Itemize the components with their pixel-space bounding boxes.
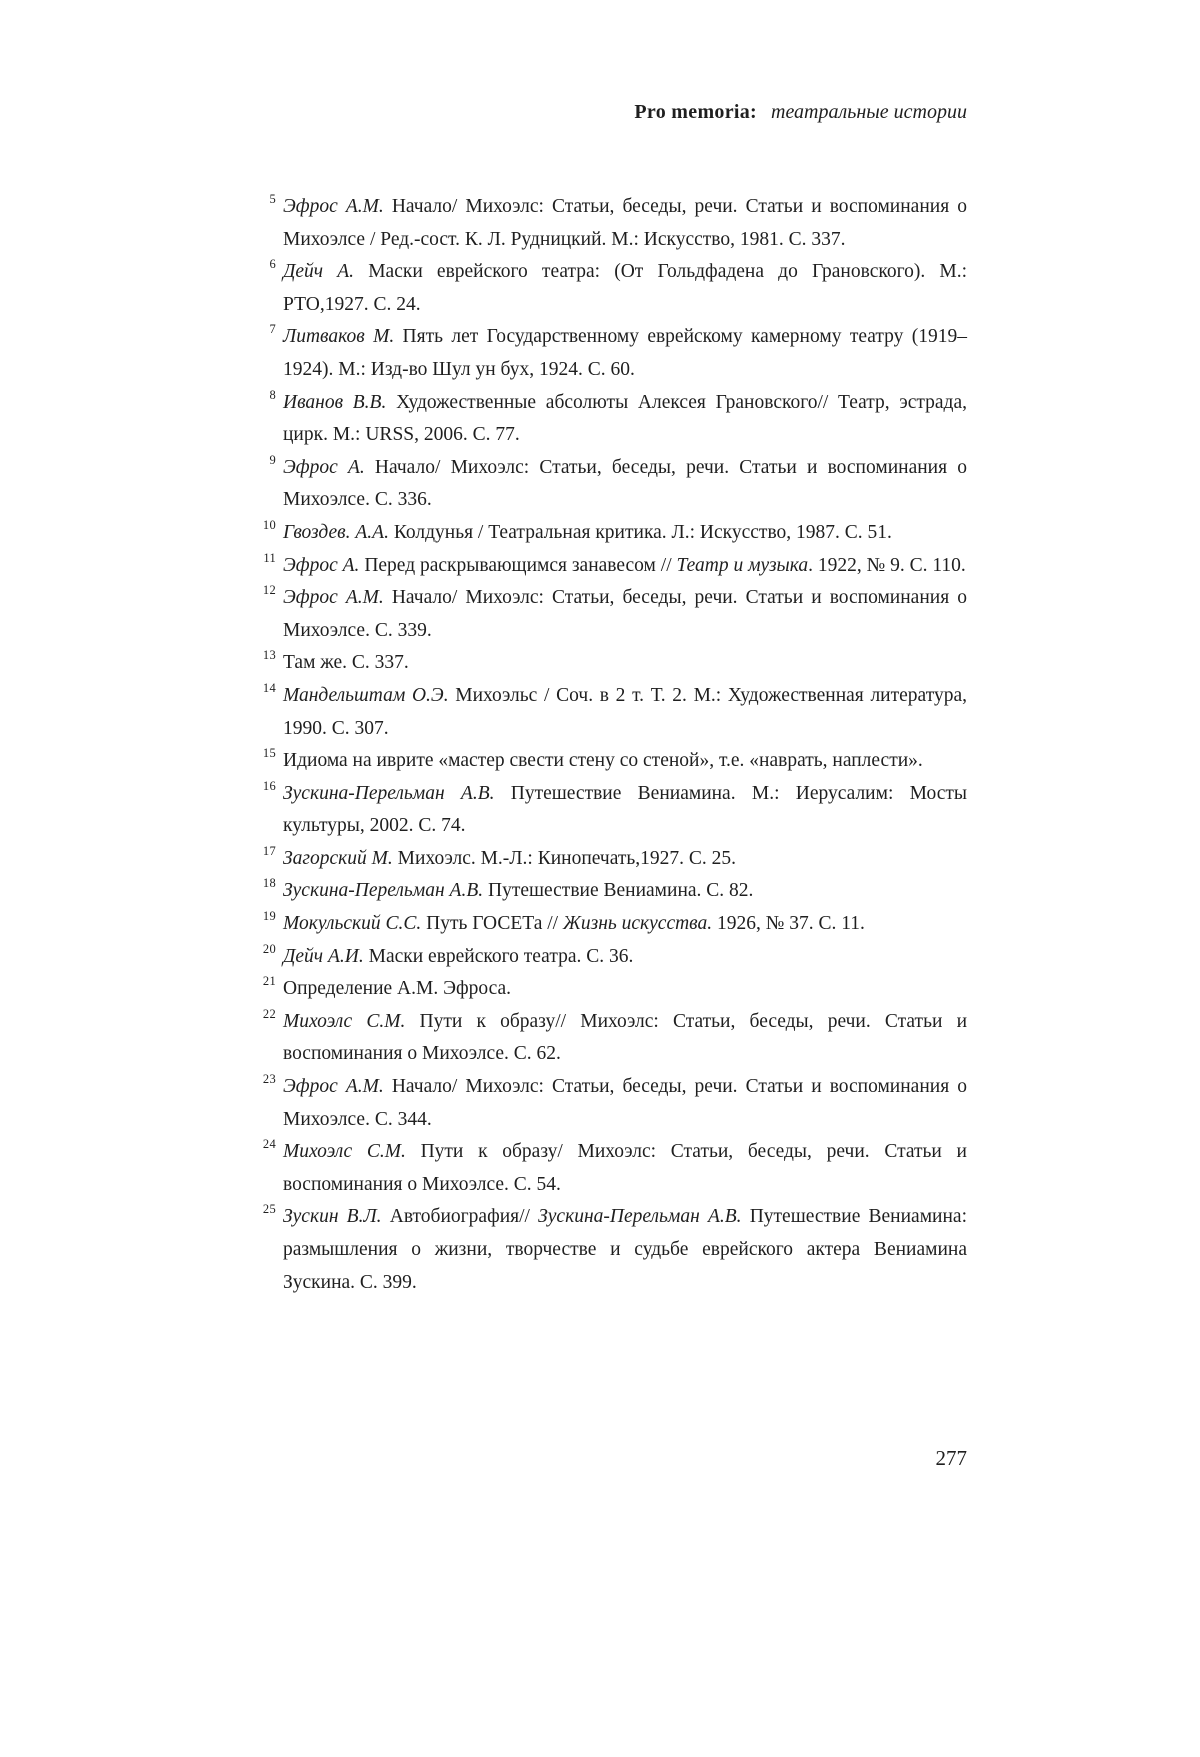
footnote-number: 19 [262, 909, 276, 924]
footnote-item [262, 680, 967, 745]
footnote-author: Михоэлс С.М. [283, 1141, 406, 1163]
footnote-author: Зускина-Перельман А.В. [283, 880, 484, 902]
footnote-author: Эфрос А.М. [283, 196, 384, 217]
footnote-number: 25 [262, 1202, 276, 1217]
footnote-item [269, 387, 967, 452]
footnote-item [262, 1071, 967, 1136]
footnote-item [262, 778, 967, 843]
header-series-title: Pro memoria: [634, 101, 757, 123]
footnote-item [269, 452, 967, 517]
footnote-text: Начало/ Михоэлс: Статьи, беседы, речи. Статьи и воспоминания о Михоэлсе. С. 339. [283, 587, 967, 641]
footnote-author: Загорский М. [283, 847, 393, 869]
footnote-item [262, 1006, 968, 1071]
footnote-author: Дейч А. [283, 261, 355, 283]
footnote-item [262, 908, 967, 941]
footnote-number: 23 [262, 1072, 276, 1087]
footnote-number: 16 [262, 778, 276, 793]
footnote-author: Зускина-Перельман А.В. [538, 1206, 742, 1228]
footnote-number: 7 [269, 322, 276, 337]
footnote-text: . 1922, № 9. С. 110. [808, 554, 966, 576]
footnote-author: Мокульский С.С. [283, 913, 422, 935]
footnote-text: Определение А.М. Эфроса. [283, 978, 511, 1000]
footnote-text: Путешествие Вениамина. С. 82. [483, 880, 754, 902]
footnote-item [269, 321, 967, 386]
footnote-author: Иванов В.В. [283, 391, 387, 413]
footnote-author: Эфрос А. [283, 554, 360, 576]
footnote-author: Эфрос А. [283, 456, 365, 478]
footnote-text: Пути к образу// Михоэлс: Статьи, беседы, речи. Статьи и воспоминания о Михоэлсе. С. 62. [283, 1010, 968, 1065]
footnote-text: Начало/ Михоэлс: Статьи, беседы, речи. Статьи и воспоминания о Михоэлсе. С. 344. [283, 1076, 967, 1130]
footnote-text: Маски еврейского театра. С. 36. [363, 945, 634, 967]
footnote-number: 17 [262, 843, 276, 858]
footnote-author: Эфрос А.М. [283, 1076, 384, 1098]
footnote-number: 5 [269, 192, 276, 206]
footnote-text: Путешествие Вениамина: размышления о жизни, творчестве и судьбе еврейского актера Вениамина Зускина. С. 399. [283, 1206, 967, 1293]
page-number: 277 [935, 1446, 967, 1470]
footnote-text: Михоэльс / Соч. в 2 т. Т. 2. М.: Художественная литература, 1990. С. 307. [283, 684, 967, 739]
footnote-text: Автобиография// [381, 1206, 539, 1228]
footnote-number: 14 [262, 680, 276, 695]
running-header [283, 101, 967, 124]
footnote-text: Идиома на иврите «мастер свести стену со стеной», т.е. «наврать, наплести». [283, 750, 923, 772]
footnote-item [262, 973, 967, 1006]
footnote-author: Дейч А.И. [283, 945, 364, 967]
footnote-number: 12 [262, 583, 276, 598]
footnote-item [269, 191, 967, 256]
footnote-number: 15 [262, 746, 276, 761]
footnote-author: Зускина-Перельман А.В. [283, 782, 495, 804]
footnote-number: 6 [269, 257, 276, 272]
footnote-text: Пять лет Государственному еврейскому камерному театру (1919–1924). М.: Изд-во Шул ун бух, 1924. С. 60. [283, 326, 967, 380]
footnote-text: Путешествие Вениамина. М.: Иерусалим: Мосты культуры, 2002. С. 74. [283, 782, 967, 837]
footnote-text: Михоэлс. М.-Л.: Кинопечать,1927. С. 25. [392, 847, 737, 869]
footnote-item [262, 1201, 967, 1299]
footnote-text: Маски еврейского театра: (От Гольдфадена до Грановского). М.: РТО,1927. С. 24. [283, 261, 968, 315]
footnote-text: Пути к образу/ Михоэлс: Статьи, беседы, речи. Статьи и воспоминания о Михоэлсе. С. 54. [283, 1141, 967, 1195]
footnote-number: 13 [262, 648, 276, 663]
footnote-author: Литваков М. [283, 326, 395, 348]
footnote-author: Эфрос А.М. [283, 587, 384, 609]
footnote-text: Там же. С. 337. [283, 652, 409, 674]
footnote-text: Художественные абсолюты Алексея Грановского// Театр, эстрада, цирк. М.: URSS, 2006. С. 77. [283, 391, 967, 446]
footnote-author: Михоэлс С.М. [283, 1010, 406, 1032]
footnote-number: 18 [262, 876, 276, 891]
footnote-number: 21 [262, 974, 276, 989]
footnote-number: 8 [269, 387, 276, 402]
footnote-item [262, 941, 967, 974]
footnote-author: Жизнь искусства. [562, 913, 713, 935]
footnote-item [262, 517, 967, 550]
footnote-text: Начало/ Михоэлс: Статьи, беседы, речи. Статьи и воспоминания о Михоэлсе. С. 336. [283, 456, 967, 511]
footnote-text: Путь ГОСЕТа // [421, 913, 563, 935]
footnote-item [262, 647, 967, 680]
footnote-author: Зускин В.Л. [283, 1206, 382, 1228]
header-section-title: театральные истории [771, 101, 967, 123]
footnote-text: Начало/ Михоэлс: Статьи, беседы, речи. Статьи и воспоминания о Михоэлсе / Ред.-сост. К. Л. Рудницкий. М.: Искусство, 1981. С. 337. [283, 196, 967, 250]
footnote-author: Театр и музыка [676, 554, 809, 576]
footnote-number: 10 [262, 517, 276, 532]
footnote-item [262, 843, 967, 876]
footnote-item [269, 256, 968, 321]
footnote-item [262, 582, 967, 647]
footnote-item [263, 550, 967, 583]
footnote-author: Мандельштам О.Э. [283, 684, 449, 706]
footnote-list [262, 191, 968, 1299]
footnote-number: 20 [262, 941, 276, 956]
footnote-number: 9 [269, 452, 276, 467]
footnote-number: 22 [262, 1006, 276, 1021]
footnote-text: Колдунья / Театральная критика. Л.: Искусство, 1987. С. 51. [388, 521, 892, 543]
footnote-item [262, 745, 967, 778]
footnote-text: Перед раскрывающимся занавесом // [359, 554, 677, 576]
footnote-text: 1926, № 37. С. 11. [712, 913, 865, 935]
footnote-item [262, 1136, 967, 1201]
footnote-number: 11 [263, 550, 276, 565]
footnote-author: Гвоздев. А.А. [283, 521, 389, 543]
footnote-item [262, 875, 967, 908]
footnote-number: 24 [262, 1137, 276, 1152]
